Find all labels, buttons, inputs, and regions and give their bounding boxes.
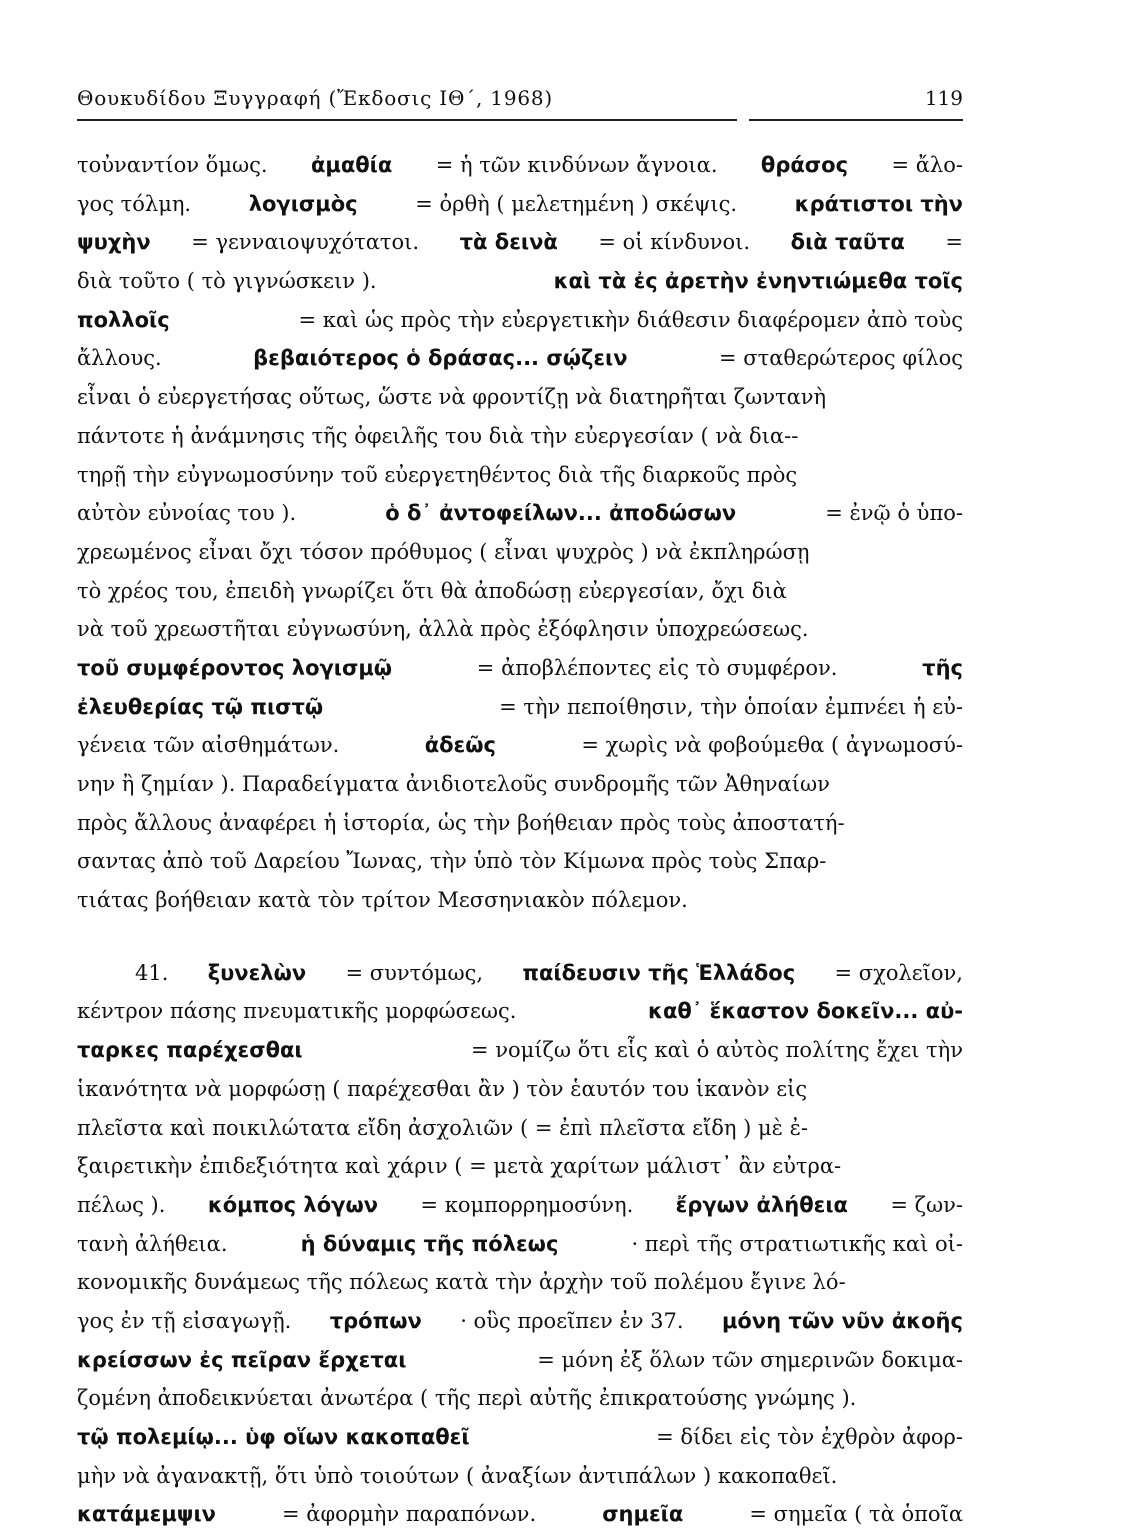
lemma: διὰ ταῦτα xyxy=(790,230,905,255)
lemma: τοῦ συμφέροντος λογισμῷ xyxy=(77,655,393,680)
text-line xyxy=(77,339,963,378)
text-line xyxy=(77,1457,963,1496)
text-run: ξαιρετικὴν ἐπιδεξιότητα καὶ χάριν ( = μετὰ χαρίτων μάλιστ᾽ ἂν εὐτρα- xyxy=(77,1154,842,1179)
text-run: = ἄλο- xyxy=(891,153,963,177)
lemma: μόνη τῶν νῦν ἀκοῆς xyxy=(721,1308,963,1333)
text-line xyxy=(77,1495,963,1534)
text-line xyxy=(77,1379,963,1418)
text-line xyxy=(77,301,963,340)
text-run: = χωρὶς νὰ φοβούμεθα ( ἀγνωμοσύ- xyxy=(581,733,963,758)
lemma: ταρκες παρέχεσθαι xyxy=(77,1038,303,1063)
text-line xyxy=(77,1070,963,1109)
text-run: κονομικῆς δυνάμεως τῆς πόλεως κατὰ τὴν ἀρχὴν τοῦ πολέμου ἔγινε λό- xyxy=(77,1270,846,1295)
lemma: τρόπων xyxy=(329,1308,422,1333)
lemma: βεβαιότερος ὁ δράσας... σῴζειν xyxy=(253,346,628,371)
text-run: εἶναι ὁ εὐεργετήσας οὕτως, ὥστε νὰ φροντίζῃ νὰ διατηρῆται ζωντανὴ xyxy=(77,385,827,410)
lemma: κατάμεμψιν xyxy=(77,1502,216,1527)
text-line xyxy=(77,881,963,920)
text-run: σαντας ἀπὸ τοῦ Δαρείου Ἴωνας, τὴν ὑπὸ τὸν Κίμωνα πρὸς τοὺς Σπαρ- xyxy=(77,849,827,874)
text-run: = ὀρθὴ ( μελετημένη ) σκέψις. xyxy=(415,191,738,216)
lemma: ἀμαθία xyxy=(310,153,393,177)
lemma: ἐλευθερίας τῷ πιστῷ xyxy=(77,694,324,719)
text-line xyxy=(77,223,963,262)
text-line xyxy=(77,1109,963,1148)
text-run: νην ἢ ζημίαν ). Παραδείγματα ἀνιδιοτελοῦς συνδρομῆς τῶν Ἀθηναίων xyxy=(77,772,830,796)
header-rule xyxy=(749,119,963,121)
lemma: παίδευσιν τῆς Ἑλλάδος xyxy=(522,960,796,985)
lemma: καὶ τὰ ἐς ἀρετὴν ἐνηντιώμεθα τοῖς xyxy=(553,269,963,294)
lemma: ἔργων ἀλήθεια xyxy=(675,1192,848,1217)
text-run: χρεωμένος εἶναι ὄχι τόσον πρόθυμος ( εἶναι ψυχρὸς ) νὰ ἐκπληρώσῃ xyxy=(77,539,810,564)
lemma: ψυχὴν xyxy=(77,230,151,255)
header-rule xyxy=(77,119,737,121)
text-line xyxy=(77,1225,963,1264)
text-run: ἄλλους. xyxy=(77,346,162,371)
lemma: ἀδεῶς xyxy=(424,733,496,758)
text-run: = τὴν πεποίθησιν, τὴν ὁποίαν ἐμπνέει ἡ εὐ- xyxy=(499,694,963,719)
lemma: καθ᾽ ἕκαστον δοκεῖν... αὐ- xyxy=(648,999,963,1024)
running-header xyxy=(77,86,963,120)
text-line xyxy=(77,688,963,727)
text-run: · οὓς προεῖπεν ἐν 37. xyxy=(460,1308,684,1333)
text-run: μὴν νὰ ἀγανακτῇ, ὅτι ὑπὸ τοιούτων ( ἀναξίων ἀντιπάλων ) κακοπαθεῖ. xyxy=(77,1463,838,1488)
text-line xyxy=(77,262,963,301)
page-body xyxy=(77,146,963,1534)
text-run: νὰ τοῦ χρεωστῆται εὐγνωσύνη, ἀλλὰ πρὸς ἐξόφλησιν ὑποχρεώσεως. xyxy=(77,617,809,642)
lemma: κράτιστοι τὴν xyxy=(794,191,963,216)
section-number: 41. xyxy=(135,960,169,985)
running-title: Θουκυδίδου Ξυγγραφή (Ἔκδοσις ΙΘ΄, 1968) xyxy=(77,86,553,110)
lemma: θράσος xyxy=(760,153,849,177)
text-line xyxy=(77,726,963,765)
paragraph-gap xyxy=(77,920,963,954)
text-run: = σημεῖα ( τὰ ὁποῖα xyxy=(749,1502,963,1527)
text-run: τανὴ ἀλήθεια. xyxy=(77,1231,228,1256)
text-run: τηρῇ τὴν εὐγνωμοσύνην τοῦ εὐεργετηθέντος διὰ τῆς διαρκοῦς πρὸς xyxy=(77,462,798,487)
text-line xyxy=(77,765,963,804)
text-run: = οἱ κίνδυνοι. xyxy=(598,230,751,255)
text-line xyxy=(77,185,963,224)
text-line xyxy=(77,1302,963,1341)
text-run: · περὶ τῆς στρατιωτικῆς καὶ οἰ- xyxy=(631,1231,963,1256)
text-run: = γενναιοψυχότατοι. xyxy=(191,230,420,255)
lemma: πολλοῖς xyxy=(77,307,170,332)
text-line xyxy=(77,954,963,993)
text-line xyxy=(77,610,963,649)
text-line xyxy=(77,1263,963,1302)
lemma: ἡ δύναμις τῆς πόλεως xyxy=(300,1231,559,1256)
lemma: λογισμὸς xyxy=(248,191,358,216)
text-run: τοὐναντίον ὅμως. xyxy=(77,153,268,177)
text-run: κέντρον πάσης πνευματικῆς μορφώσεως. xyxy=(77,999,517,1024)
text-run: ἱκανότητα νὰ μορφώσῃ ( παρέχεσθαι ἂν ) τὸν ἑαυτόν του ἱκανὸν εἰς xyxy=(77,1076,808,1101)
text-line xyxy=(77,649,963,688)
text-line xyxy=(77,378,963,417)
text-line xyxy=(77,417,963,456)
text-run: αὐτὸν εὐνοίας του ). xyxy=(77,501,297,526)
text-run: γένεια τῶν αἰσθημάτων. xyxy=(77,733,340,758)
text-line xyxy=(77,456,963,495)
text-line xyxy=(77,992,963,1031)
text-line xyxy=(77,1147,963,1186)
lemma: σημεῖα xyxy=(602,1502,684,1527)
page-number: 119 xyxy=(924,86,963,110)
text-line xyxy=(77,572,963,611)
text-run: = ἐνῷ ὁ ὑπο- xyxy=(825,501,963,526)
text-run: = καὶ ὡς πρὸς τὴν εὐεργετικὴν διάθεσιν διαφέρομεν ἀπὸ τοὺς xyxy=(298,307,963,332)
text-run: = νομίζω ὅτι εἷς καὶ ὁ αὐτὸς πολίτης ἔχει τὴν xyxy=(470,1038,963,1063)
text-line xyxy=(77,1418,963,1457)
text-run: = ζων- xyxy=(890,1192,963,1217)
text-line xyxy=(77,1341,963,1380)
lemma: ὁ δ᾽ ἀντοφείλων... ἀποδώσων xyxy=(385,501,737,526)
lemma: τῆς xyxy=(922,655,963,680)
lemma: τῷ πολεμίῳ... ὑφ οἵων κακοπαθεῖ xyxy=(77,1425,470,1449)
text-run: = κομπορρημοσύνη. xyxy=(420,1192,634,1217)
text-run: γος ἐν τῇ εἰσαγωγῇ. xyxy=(77,1308,292,1333)
text-line xyxy=(77,146,963,185)
text-run: = συντόμως, xyxy=(345,960,484,985)
text-run: πλεῖστα καὶ ποικιλώτατα εἴδη ἀσχολιῶν ( = ἐπὶ πλεῖστα εἴδη ) μὲ ἐ- xyxy=(77,1115,808,1140)
text-line xyxy=(77,1031,963,1070)
text-line xyxy=(77,494,963,533)
text-line xyxy=(77,533,963,572)
text-run: = xyxy=(945,230,963,255)
lemma: κρείσσων ἐς πεῖραν ἔρχεται xyxy=(77,1347,407,1372)
text-run: = μόνη ἐξ ὅλων τῶν σημερινῶν δοκιμα- xyxy=(537,1347,963,1372)
text-run: τιάτας βοήθειαν κατὰ τὸν τρίτον Μεσσηνιακὸν πόλεμον. xyxy=(77,888,688,913)
text-run: τὸ χρέος του, ἐπειδὴ γνωρίζει ὅτι θὰ ἀποδώσῃ εὐεργεσίαν, ὄχι διὰ xyxy=(77,578,787,603)
text-run: πάντοτε ἡ ἀνάμνησις τῆς ὀφειλῆς του διὰ τὴν εὐεργεσίαν ( νὰ δια-- xyxy=(77,423,799,448)
text-run: γος τόλμη. xyxy=(77,191,192,216)
text-run: = ἡ τῶν κινδύνων ἄγνοια. xyxy=(435,153,718,177)
text-run: = σταθερώτερος φίλος xyxy=(719,346,963,371)
text-run: διὰ τοῦτο ( τὸ γιγνώσκειν ). xyxy=(77,269,377,294)
lemma: κόμπος λόγων xyxy=(207,1192,379,1217)
text-run: = σχολεῖον, xyxy=(834,960,963,985)
text-line xyxy=(77,1186,963,1225)
text-run: = δίδει εἰς τὸν ἐχθρὸν ἀφορ- xyxy=(656,1425,963,1449)
lemma: ξυνελὼν xyxy=(207,960,307,985)
text-line xyxy=(77,842,963,881)
text-run: πρὸς ἄλλους ἀναφέρει ἡ ἱστορία, ὡς τὴν βοήθειαν πρὸς τοὺς ἀποστατή- xyxy=(77,810,845,835)
text-run: = ἀφορμὴν παραπόνων. xyxy=(282,1502,537,1527)
text-run: = ἀποβλέποντες εἰς τὸ συμφέρον. xyxy=(476,655,838,680)
text-run: ζομένη ἀποδεικνύεται ἀνωτέρα ( τῆς περὶ αὐτῆς ἐπικρατούσης γνώμης ). xyxy=(77,1386,857,1411)
lemma: τὰ δεινὰ xyxy=(459,230,558,255)
text-line xyxy=(77,804,963,843)
text-run: πέλως ). xyxy=(77,1192,166,1217)
